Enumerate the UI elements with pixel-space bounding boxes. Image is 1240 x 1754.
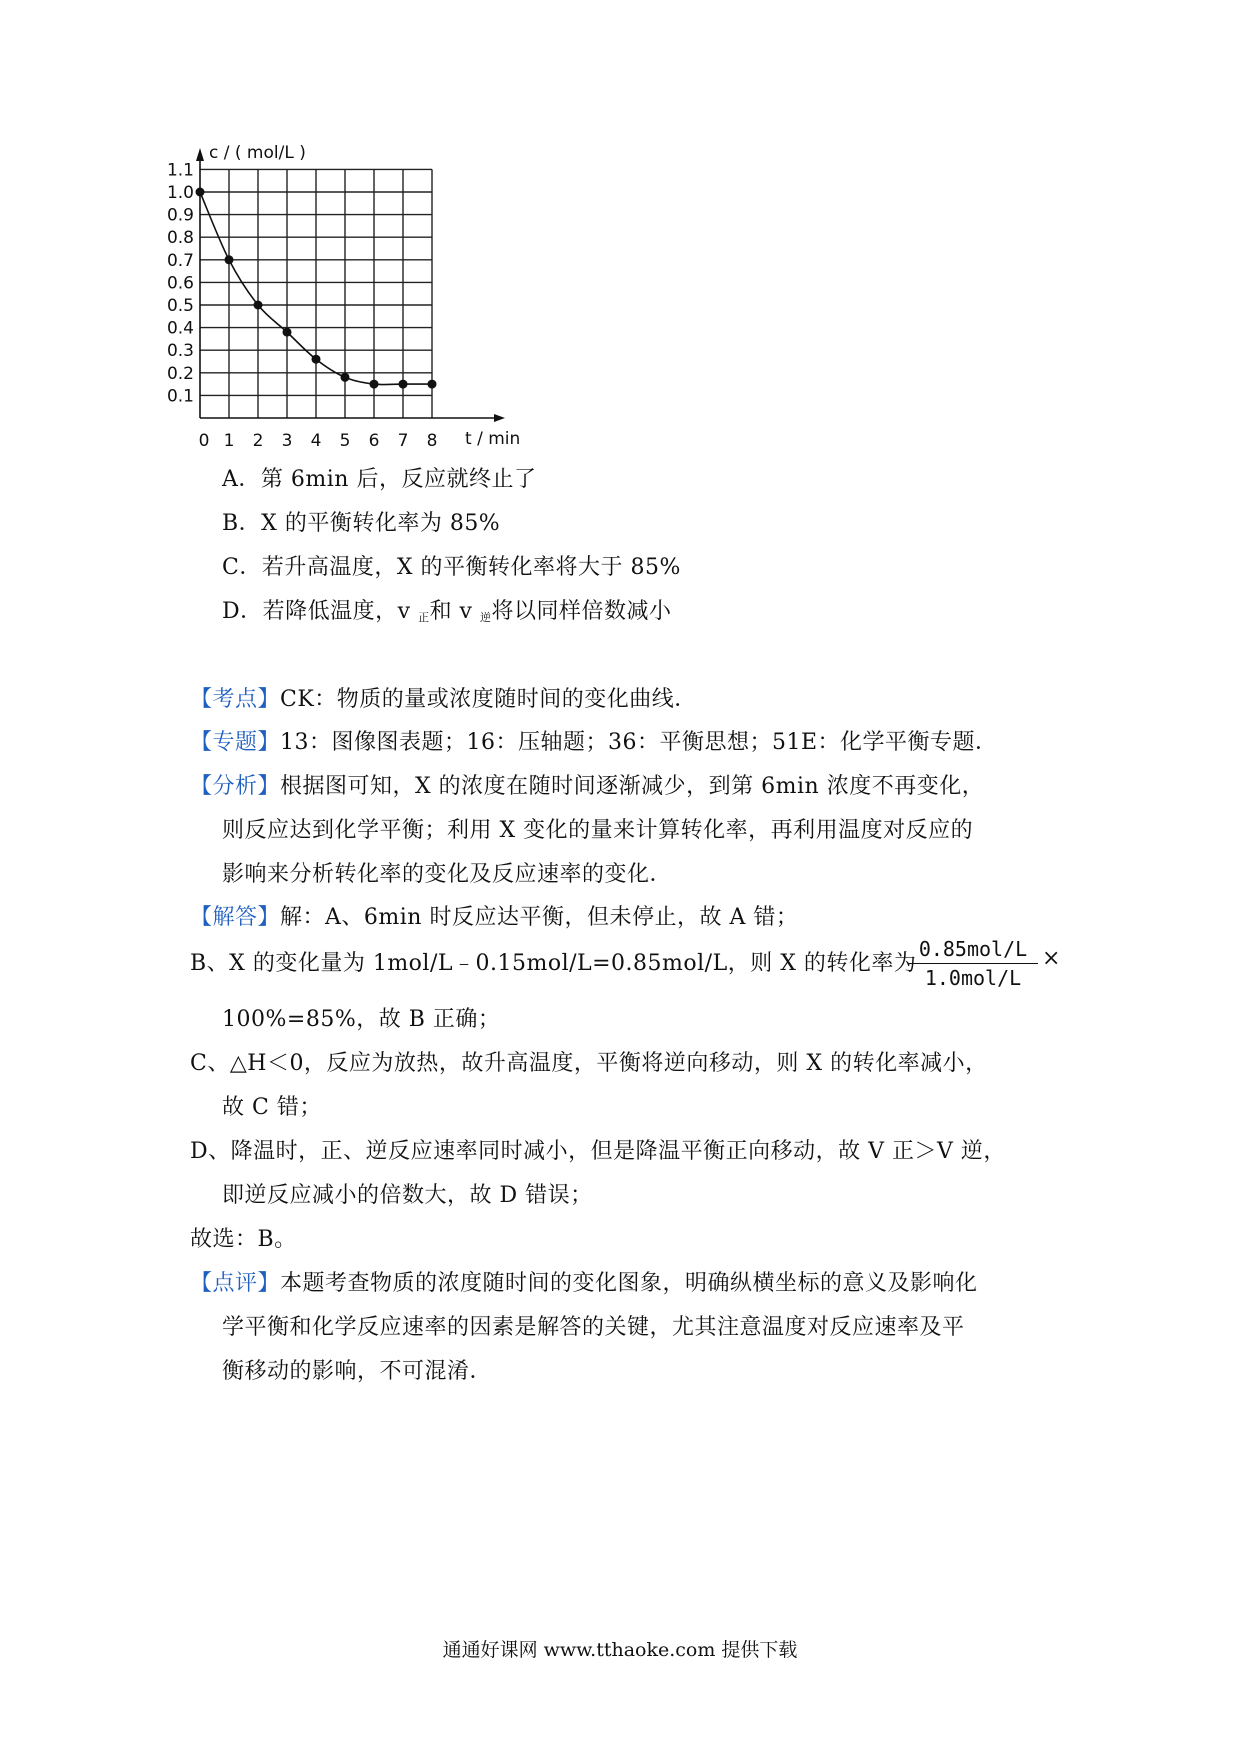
kaodian	[190, 682, 697, 713]
data-point	[196, 188, 205, 197]
kaodian-text: CK：物质的量或浓度随时间的变化曲线．	[280, 687, 697, 712]
solution-c-line: C、△H＜0，反应为放热，故升高温度，平衡将逆向移动，则 X 的转化率减小，	[190, 1051, 988, 1076]
option-d-pre: D．若降低温度，v	[222, 599, 419, 624]
option-d-mid: 和 v	[429, 599, 480, 624]
option-c: C．若升高温度，X 的平衡转化率将大于 85%	[222, 555, 681, 580]
x-tick-label: 4	[310, 431, 322, 451]
data-point	[428, 380, 437, 389]
conversion-fraction	[908, 937, 1038, 990]
y-tick-label: 0.8	[166, 228, 194, 249]
x-tick-label: 3	[281, 431, 293, 451]
x-tick-label: 6	[368, 431, 380, 451]
footer: 通通好课网 www.tthaoke.com 提供下载	[442, 1639, 798, 1661]
data-point	[370, 380, 379, 389]
y-axis-label: c / ( mol/L )	[209, 143, 306, 163]
y-tick-label: 0.4	[166, 318, 194, 339]
option-b: B．X 的平衡转化率为 85%	[222, 511, 501, 536]
x-tick-label: 1	[223, 431, 235, 451]
fenxi-line-3: 影响来分析转化率的变化及反应速率的变化．	[222, 862, 673, 887]
solution-d-line-2: 即逆反应减小的倍数大，故 D 错误；	[222, 1183, 593, 1208]
fraction-denominator: 1.0mol/L	[924, 966, 1022, 990]
fenxi-tag: 【分析】	[190, 774, 281, 799]
jieda-a: 解：A、6min 时反应达平衡，但未停止，故 A 错；	[280, 905, 799, 930]
option-d-post: 将以同样倍数减小	[491, 599, 672, 624]
y-tick-label: 1.1	[166, 160, 194, 181]
x-tick-label: 0	[198, 431, 210, 451]
solution-b-line: B、X 的变化量为 1mol/L﹣0.15mol/L=0.85mol/L，则 X 的转化率为	[190, 951, 917, 976]
y-tick-label: 0.2	[166, 363, 194, 384]
y-tick-label: 0.9	[166, 205, 194, 226]
x-tick-label: 7	[397, 431, 409, 451]
final-choice: 故选：B。	[190, 1227, 297, 1252]
solution-b-line-2: 100%=85%，故 B 正确；	[222, 1007, 501, 1032]
data-point	[283, 328, 292, 337]
fenxi-line-2: 则反应达到化学平衡；利用 X 变化的量来计算转化率，再利用温度对反应的	[222, 818, 974, 843]
option-a: A．第 6min 后，反应就终止了	[222, 467, 537, 492]
zhuanti	[190, 725, 998, 756]
data-point	[399, 380, 408, 389]
dianping	[190, 1266, 978, 1297]
data-point	[312, 355, 321, 364]
data-point	[225, 255, 234, 264]
y-tick-label: 0.6	[166, 273, 194, 294]
zhuanti-text: 13：图像图表题；16：压轴题；36：平衡思想；51E：化学平衡专题．	[280, 730, 998, 755]
y-tick-label: 0.7	[166, 250, 194, 271]
fraction-numerator: 0.85mol/L	[908, 937, 1038, 964]
y-axis-arrow	[196, 148, 204, 161]
option-d-sub-zheng: 正	[418, 611, 430, 624]
y-tick-label: 0.1	[166, 386, 194, 407]
dianping-line-3: 衡移动的影响，不可混淆．	[222, 1359, 493, 1384]
option-d-sub-ni: 逆	[479, 611, 492, 624]
x-axis-label: t / min	[465, 429, 521, 449]
x-tick-label: 5	[339, 431, 351, 451]
zhuanti-tag: 【专题】	[190, 730, 281, 755]
kaodian-tag: 【考点】	[190, 687, 281, 712]
concentration-time-chart	[166, 143, 595, 512]
y-tick-label: 0.5	[166, 296, 194, 316]
dianping-line-2: 学平衡和化学反应速率的因素是解答的关键，尤其注意温度对反应速率及平	[222, 1315, 965, 1340]
times-sign: ×	[1042, 946, 1061, 971]
jieda	[190, 900, 798, 931]
solution-d-line: D、降温时，正、逆反应速率同时减小，但是降温平衡正向移动，故 V 正＞V 逆，	[190, 1139, 1006, 1164]
y-tick-label: 0.3	[166, 341, 194, 362]
y-tick-label: 1.0	[166, 183, 194, 203]
option-d	[222, 594, 672, 625]
dianping-tag: 【点评】	[190, 1271, 281, 1296]
fenxi-line-1: 根据图可知，X 的浓度在随时间逐渐减少，到第 6min 浓度不再变化，	[280, 774, 985, 799]
solution-c-line-2: 故 C 错；	[222, 1095, 322, 1120]
x-tick-label: 8	[426, 431, 438, 451]
dianping-line-1: 本题考查物质的浓度随时间的变化图象，明确纵横坐标的意义及影响化	[280, 1271, 978, 1296]
x-axis-arrow	[494, 414, 505, 422]
fenxi	[190, 769, 984, 800]
x-tick-label: 2	[252, 431, 264, 451]
jieda-tag: 【解答】	[190, 905, 281, 930]
data-point	[341, 373, 350, 382]
data-point	[254, 301, 263, 310]
